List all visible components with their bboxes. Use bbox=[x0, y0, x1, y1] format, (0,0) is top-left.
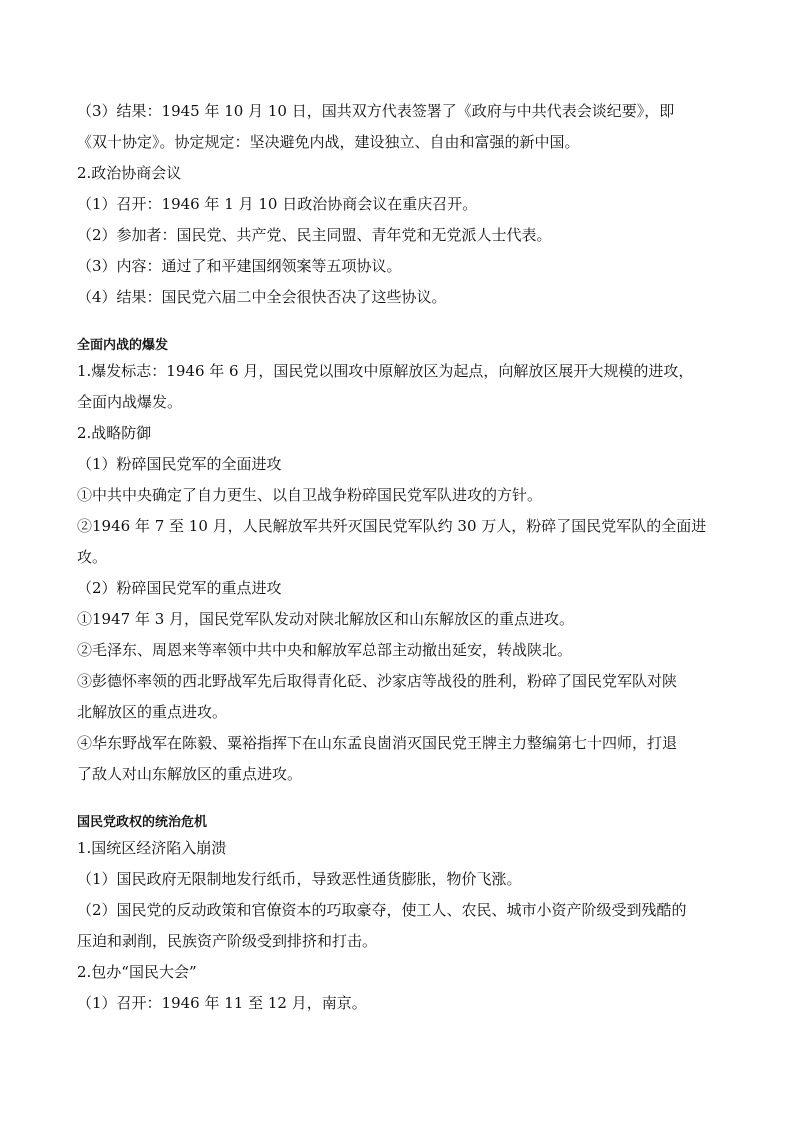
text-line: 《双十协定》。协定规定：坚决避免内战，建设独立、自由和富强的新中国。 bbox=[77, 133, 580, 151]
text-line: （4）结果：国民党六届二中全会很快否决了这些协议。 bbox=[77, 288, 447, 306]
section-spacer bbox=[77, 313, 717, 336]
section-civil-war bbox=[77, 336, 717, 790]
text-line: （1）召开：1946 年 11 至 12 月，南京。 bbox=[77, 994, 367, 1012]
text-line: ④华东野战军在陈毅、粟裕指挥下在山东孟良崮消灭国民党王牌主力整编第七十四师，打退 bbox=[77, 734, 678, 752]
text-line: 2.政治协商会议 bbox=[77, 164, 182, 182]
section-spacer bbox=[77, 790, 717, 813]
section-heading: 全面内战的爆发 bbox=[77, 338, 169, 353]
text-line: （2）国民党的反动政策和官僚资本的巧取豪夺，使工人、农民、城市小资产阶级受到残酷的 bbox=[77, 901, 687, 919]
text-line: ②1946 年 7 至 10 月，人民解放军共歼灭国民党军队约 30 万人，粉碎了国民党军队的全面进 bbox=[77, 517, 707, 535]
text-line: 2.战略防御 bbox=[77, 424, 152, 442]
text-line: 攻。 bbox=[77, 548, 108, 566]
section-heading: 国民党政权的统治危机 bbox=[77, 815, 208, 830]
text-line: 1.国统区经济陷入崩溃 bbox=[77, 839, 227, 857]
text-line: （1）粉碎国民党军的全面进攻 bbox=[77, 455, 282, 473]
text-line: （2）粉碎国民党军的重点进攻 bbox=[77, 579, 282, 597]
text-line: 了敌人对山东解放区的重点进攻。 bbox=[77, 765, 303, 783]
text-line: 北解放区的重点进攻。 bbox=[77, 703, 228, 721]
text-line: ①中共中央确定了自力更生、以自卫战争粉碎国民党军队进攻的方针。 bbox=[77, 486, 543, 504]
text-line: ③彭德怀率领的西北野战军先后取得青化砭、沙家店等战役的胜利，粉碎了国民党军队对陕 bbox=[77, 672, 678, 690]
text-line: （1）国民政府无限制地发行纸币，导致恶性通货膨胀，物价飞涨。 bbox=[77, 870, 522, 888]
section-consultation bbox=[77, 96, 717, 313]
text-line: （1）召开：1946 年 1 月 10 日政治协商会议在重庆召开。 bbox=[77, 195, 478, 213]
text-line: 全面内战爆发。 bbox=[77, 393, 183, 411]
document-content bbox=[77, 96, 717, 1019]
text-line: 1.爆发标志：1946 年 6 月，国民党以围攻中原解放区为起点，向解放区展开大规模的进攻， bbox=[77, 362, 694, 380]
text-line: 压迫和剥削，民族资产阶级受到排挤和打击。 bbox=[77, 932, 378, 950]
text-line: （2）参加者：国民党、共产党、民主同盟、青年党和无党派人士代表。 bbox=[77, 226, 552, 244]
text-line: 2.包办“国民大会” bbox=[77, 963, 197, 981]
text-line: ②毛泽东、周恩来等率领中共中央和解放军总部主动撤出延安，转战陕北。 bbox=[77, 641, 573, 659]
text-line: ①1947 年 3 月，国民党军队发动对陕北解放区和山东解放区的重点进攻。 bbox=[77, 610, 575, 628]
text-line: （3）内容：通过了和平建国纲领案等五项协议。 bbox=[77, 257, 402, 275]
section-kmt-crisis bbox=[77, 813, 717, 1019]
text-line: （3）结果：1945 年 10 月 10 日，国共双方代表签署了《政府与中共代表会谈纪要》，即 bbox=[77, 102, 675, 120]
